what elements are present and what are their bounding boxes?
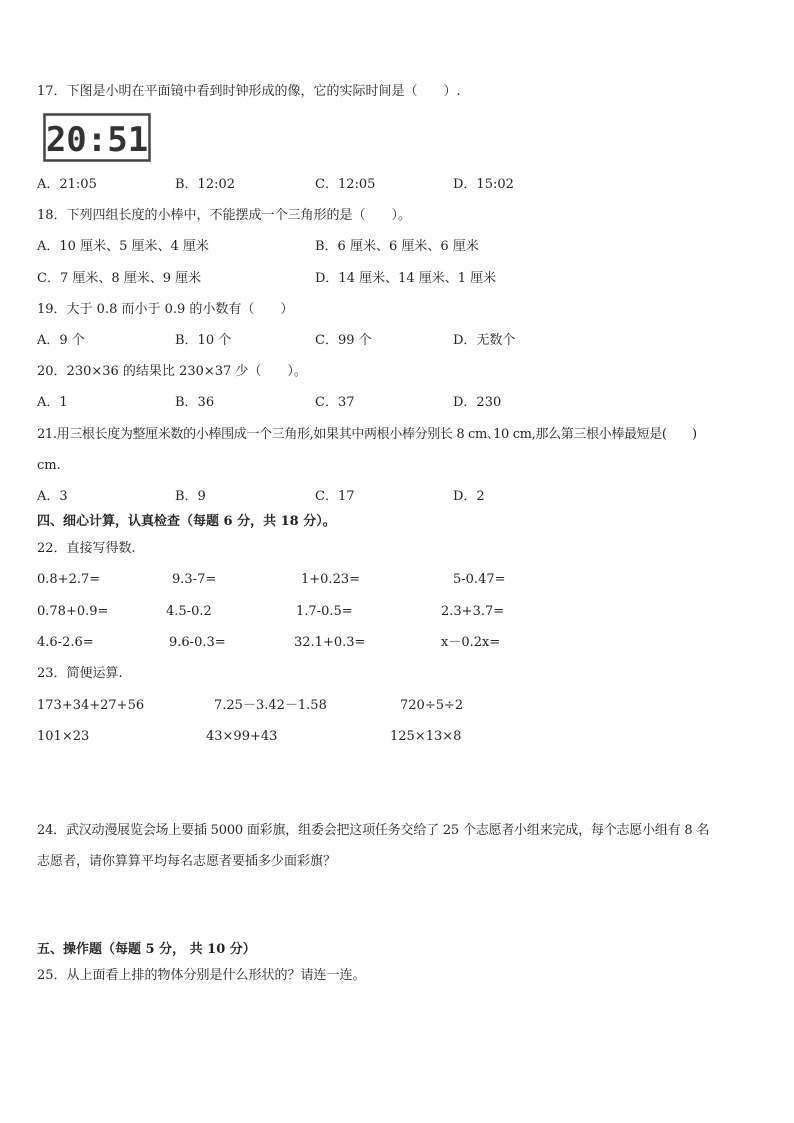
- q22-r1-c1: 0.8+2.7=: [37, 572, 101, 587]
- q20-option-a: A．1: [37, 395, 68, 410]
- q22-r1-c2: 9.3-7=: [172, 572, 217, 587]
- q22-r1-c3: 1+0.23=: [301, 572, 361, 587]
- q24-line1: 24．武汉动漫展览会场上要插 5000 面彩旗，组委会把这项任务交给了 25 个志愿者小组来完成，每个志愿小组有 8 名: [37, 823, 710, 838]
- q23-r1-c2: 7.25－3.42－1.58: [214, 698, 327, 713]
- q17-option-d: D．15:02: [453, 177, 514, 192]
- q22-r2-c2: 4.5-0.2: [166, 604, 212, 619]
- q21-option-b: B．9: [175, 489, 206, 504]
- q22-stem: 22．直接写得数.: [37, 541, 136, 556]
- q17-option-b: B．12:02: [175, 177, 236, 192]
- q21-stem-line2: cm.: [37, 458, 61, 473]
- q20-option-b: B．36: [175, 395, 215, 410]
- q22-r2-c1: 0.78+0.9=: [37, 604, 109, 619]
- q20-option-d: D．230: [453, 395, 502, 410]
- q25-stem: 25．从上面看上排的物体分别是什么形状的？请连一连。: [37, 968, 366, 983]
- q23-r1-c1: 173+34+27+56: [37, 698, 145, 713]
- q17-option-a: A．21:05: [37, 177, 97, 192]
- section-5-title: 五、操作题（每题 5 分， 共 10 分）: [37, 942, 256, 957]
- q18-option-c: C．7 厘米、8 厘米、9 厘米: [37, 271, 202, 286]
- q21-option-d: D．2: [453, 489, 485, 504]
- q18-option-d: D．14 厘米、14 厘米、1 厘米: [315, 271, 497, 286]
- q23-stem: 23．简便运算.: [37, 666, 123, 681]
- q22-r2-c4: 2.3+3.7=: [441, 604, 505, 619]
- q18-option-a: A．10 厘米、5 厘米、4 厘米: [37, 239, 209, 254]
- q21-stem-line1: 21.用三根长度为整厘米数的小棒围成一个三角形,如果其中两根小棒分别长 8 cm､10 cm,那么第三根小棒最短是( ): [37, 427, 697, 442]
- q18-stem: 18．下列四组长度的小棒中，不能摆成一个三角形的是（ ）。: [37, 208, 412, 223]
- clock-display: 20:51: [45, 120, 149, 160]
- q23-r2-c1: 101×23: [37, 729, 90, 744]
- section-4-title: 四、细心计算，认真检查（每题 6 分，共 18 分）。: [37, 514, 336, 529]
- q22-r2-c3: 1.7-0.5=: [296, 604, 353, 619]
- q22-r3-c3: 32.1+0.3=: [294, 635, 366, 650]
- q20-stem: 20．230×36 的结果比 230×37 少（ ）。: [37, 364, 307, 379]
- digital-clock-mirror-image: [43, 113, 151, 162]
- q24-line2: 志愿者，请你算算平均每名志愿者要插多少面彩旗？: [37, 854, 337, 869]
- q23-r2-c2: 43×99+43: [206, 729, 278, 744]
- q22-r1-c4: 5-0.47=: [453, 572, 506, 587]
- q19-option-c: C．99 个: [315, 333, 372, 348]
- q21-option-c: C．17: [315, 489, 355, 504]
- q19-option-d: D．无数个: [453, 333, 516, 348]
- q17-stem: 17．下图是小明在平面镜中看到时钟形成的像，它的实际时间是（ ）.: [37, 84, 461, 99]
- q18-option-b: B．6 厘米、6 厘米、6 厘米: [315, 239, 479, 254]
- q22-r3-c1: 4.6-2.6=: [37, 635, 94, 650]
- q19-stem: 19．大于 0.8 而小于 0.9 的小数有（ ）: [37, 302, 294, 317]
- q23-r2-c3: 125×13×8: [390, 729, 462, 744]
- q22-r3-c4: x－0.2x=: [441, 635, 501, 650]
- q19-option-a: A．9 个: [37, 333, 85, 348]
- q23-r1-c3: 720÷5÷2: [400, 698, 464, 713]
- q21-option-a: A．3: [37, 489, 68, 504]
- q17-option-c: C．12:05: [315, 177, 376, 192]
- q19-option-b: B．10 个: [175, 333, 232, 348]
- q20-option-c: C．37: [315, 395, 355, 410]
- q22-r3-c2: 9.6-0.3=: [169, 635, 226, 650]
